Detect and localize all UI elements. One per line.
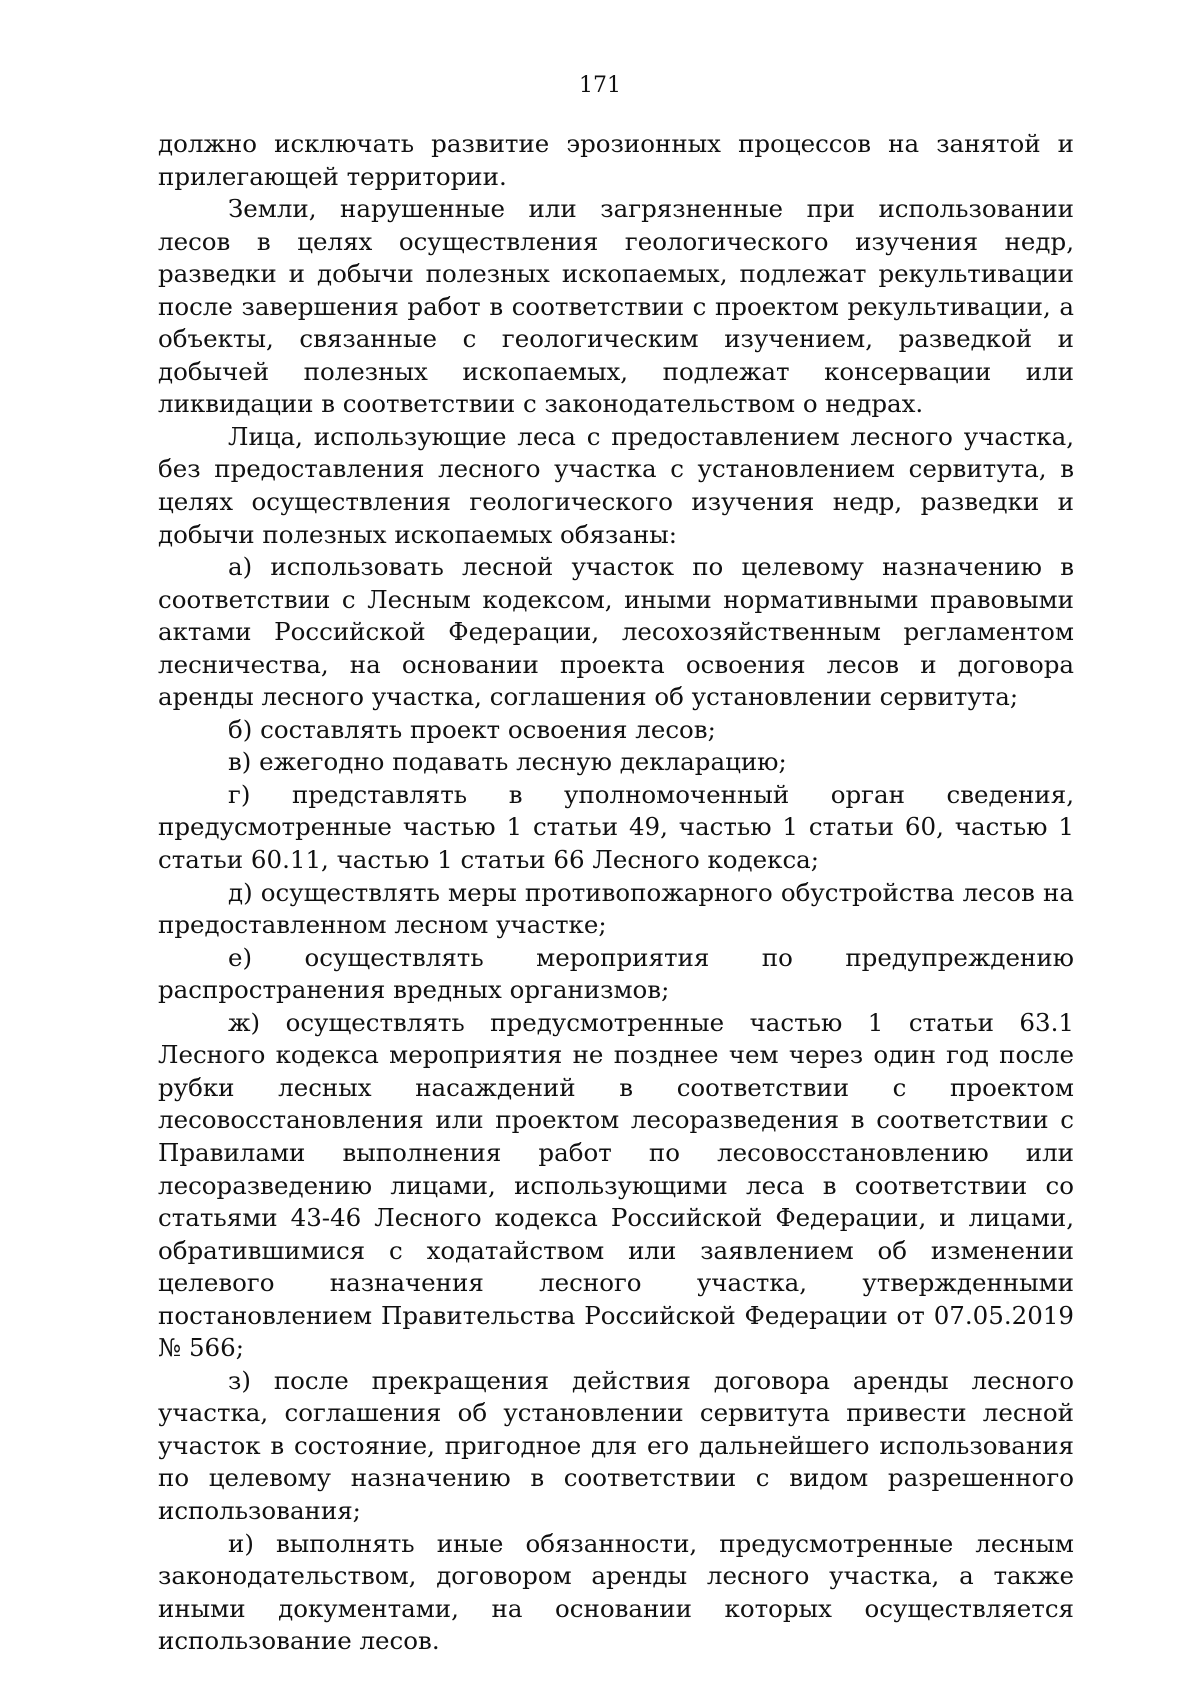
- list-item-g: г) представлять в уполномоченный орган сведения, предусмотренные частью 1 статьи 49, частью 1 статьи 60, частью 1 статьи 60.11, частью 1 статьи 66 Лесного кодекса;: [158, 779, 1074, 875]
- paragraph-obligations-intro: Лица, использующие леса с предоставлением лесного участка, без предоставления лесного участка с установлением сервитута, в целях осуществления геологического изучения недр, разведки и добычи полезных ископаемых обязаны:: [158, 421, 1074, 549]
- list-item-d: д) осуществлять меры противопожарного обустройства лесов на предоставленном лесном участке;: [158, 877, 1074, 940]
- list-item-i: и) выполнять иные обязанности, предусмотренные лесным законодательством, договором аренды лесного участка, а также иными документами, на основании которых осуществляется использование лесов.: [158, 1528, 1074, 1656]
- list-item-v: в) ежегодно подавать лесную декларацию;: [228, 747, 787, 777]
- document-body: [158, 128, 1074, 1658]
- paragraph-continuation: должно исключать развитие эрозионных процессов на занятой и прилегающей территории.: [158, 129, 1074, 191]
- paragraph-land-recultivation: Земли, нарушенные или загрязненные при использовании лесов в целях осуществления геологического изучения недр, разведки и добычи полезных ископаемых, подлежат рекультивации после завершения работ в соответствии с проектом рекультивации, а объекты, связанные с геологическим изучением, разведкой и добычей полезных ископаемых, подлежат консервации или ликвидации в соответствии с законодательством о недрах.: [158, 194, 1074, 419]
- list-item-zh: ж) осуществлять предусмотренные частью 1 статьи 63.1 Лесного кодекса мероприятия не позднее чем через один год после рубки лесных насаждений в соответствии с проектом лесовосстановления или проектом лесоразведения в соответствии с Правилами выполнения работ по лесовосстановлению или лесоразведению лицами, использующими леса в соответствии со статьями 43-46 Лесного кодекса Российской Федерации, и лицами, обратившимися с ходатайством или заявлением об изменении целевого назначения лесного участка, утвержденными постановлением Правительства Российской Федерации от 07.05.2019 № 566;: [158, 1007, 1074, 1363]
- list-item-a: а) использовать лесной участок по целевому назначению в соответствии с Лесным кодексом, иными нормативными правовыми актами Российской Федерации, лесохозяйственным регламентом лесничества, на основании проекта освоения лесов и договора аренды лесного участка, соглашения об установлении сервитута;: [158, 552, 1074, 712]
- page-number: 171: [579, 73, 621, 98]
- list-item-e: е) осуществлять мероприятия по предупреждению распространения вредных организмов;: [158, 942, 1074, 1005]
- list-item-z: з) после прекращения действия договора аренды лесного участка, соглашения об установлении сервитута привести лесной участок в состояние, пригодное для его дальнейшего использования по целевому назначению в соответствии с видом разрешенного использования;: [158, 1365, 1074, 1525]
- list-item-b: б) составлять проект освоения лесов;: [228, 714, 716, 744]
